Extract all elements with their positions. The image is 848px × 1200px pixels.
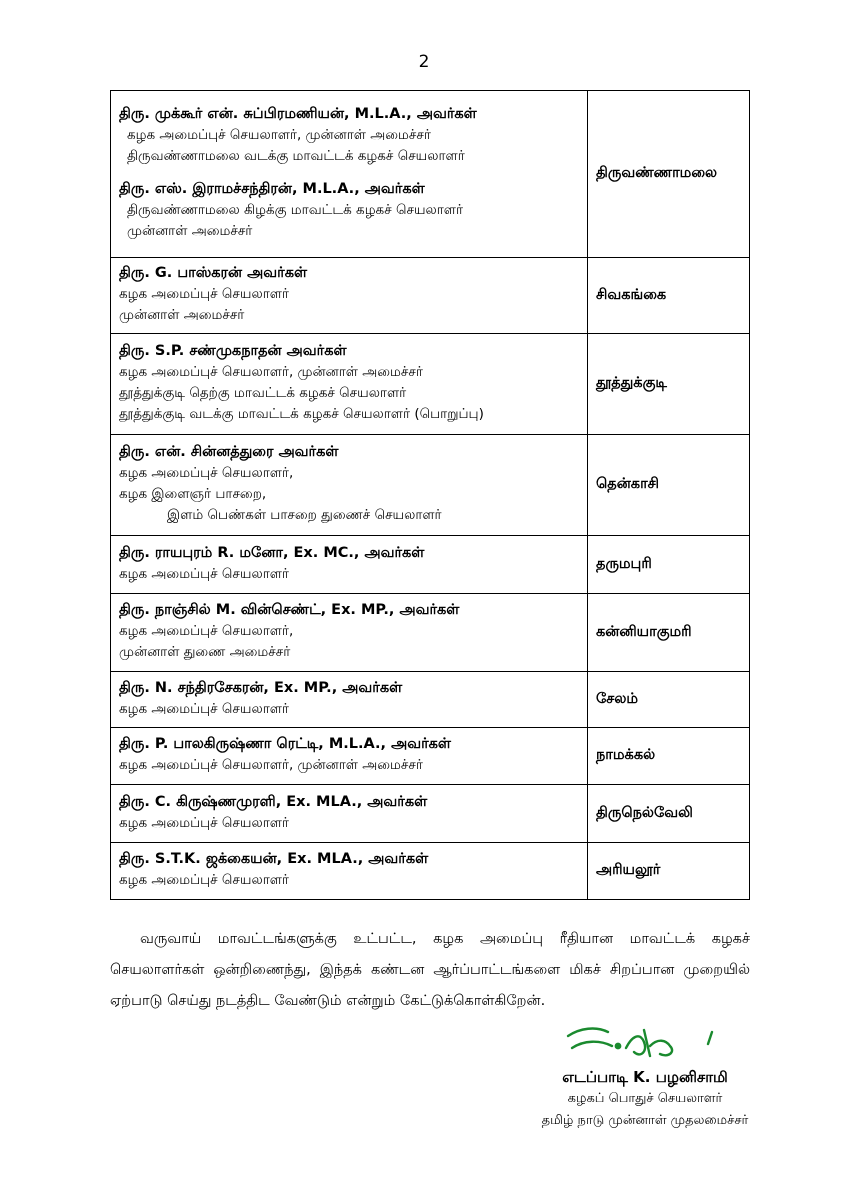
- district-name: திருநெல்வேலி: [588, 785, 750, 843]
- page-number: 2: [418, 52, 430, 72]
- person-name: திரு. என். சின்னத்துரை அவர்கள்: [119, 444, 339, 460]
- person-entry: [119, 104, 581, 167]
- signer-name: எடப்பாடி K. பழனிசாமி: [562, 1068, 728, 1086]
- person-entry: [119, 600, 581, 663]
- table-row: [111, 672, 750, 728]
- person-cell: [111, 672, 588, 728]
- person-name: திரு. S.T.K. ஜக்கையன், Ex. MLA., அவர்கள்: [119, 851, 429, 867]
- district-name: தென்காசி: [588, 435, 750, 536]
- person-entry: [119, 263, 581, 326]
- person-role: கழக அமைப்புச் செயலாளர்: [119, 700, 289, 717]
- person-role: முன்னாள் அமைச்சர்: [119, 307, 245, 323]
- person-entry: [119, 543, 581, 585]
- closing-line: முறையில் ஏற்பாடு செய்து நடத்திட வேண்டும் என்றும் கேட்டுக்கொள்கிறேன்.: [110, 962, 750, 1009]
- person-name: திரு. C. கிருஷ்ணமுரளி, Ex. MLA., அவர்கள்: [119, 793, 428, 810]
- person-role: கழக அமைப்புச் செயலாளர், முன்னாள் அமைச்சர்: [127, 127, 431, 143]
- closing-line: செயலாளர்கள் ஒன்றிணைந்து, இந்தக் கண்டன ஆர்ப்பாட்டங்களை மிகச் சிறப்பான: [110, 962, 675, 978]
- district-name: நாமக்கல்: [588, 728, 750, 785]
- person-cell: [111, 728, 588, 785]
- closing-line: வருவாய் மாவட்டங்களுக்கு உட்பட்ட, கழக அமைப்பு ரீதியான மாவட்டக் கழகச்: [140, 931, 750, 947]
- person-cell: [111, 785, 588, 843]
- person-cell: [111, 258, 588, 334]
- district-name: தருமபுரி: [588, 536, 750, 594]
- person-role: கழக அமைப்புச் செயலாளர்,: [119, 465, 294, 481]
- table-row: [111, 785, 750, 843]
- person-role: கழக அமைப்புச் செயலாளர்: [119, 565, 289, 582]
- table-row: [111, 536, 750, 594]
- signer-title: கழகப் பொதுச் செயலாளர்: [567, 1091, 723, 1106]
- person-role: கழக அமைப்புச் செயலாளர்: [119, 286, 289, 302]
- district-name: சேலம்: [588, 672, 750, 728]
- person-entry: [119, 442, 581, 526]
- person-name: திரு. S.P. சண்முகநாதன் அவர்கள்: [119, 343, 347, 359]
- person-role: கழக அமைப்புச் செயலாளர்,: [119, 623, 294, 639]
- district-assignment-table: [110, 90, 750, 900]
- person-entry: [119, 792, 581, 834]
- person-role: கழக அமைப்புச் செயலாளர்: [119, 814, 289, 831]
- person-name: திரு. எஸ். இராமச்சந்திரன், M.L.A., அவர்கள்: [119, 181, 425, 197]
- table-row: [111, 594, 750, 672]
- person-role: கழக அமைப்புச் செயலாளர், முன்னாள் அமைச்சர்: [119, 757, 423, 773]
- person-cell: [111, 435, 588, 536]
- district-name: திருவண்ணாமலை: [588, 91, 750, 258]
- person-name: திரு. நாஞ்சில் M. வின்செண்ட், Ex. MP., அவர்கள்: [119, 602, 460, 618]
- person-role: முன்னாள் துணை அமைச்சர்: [119, 644, 291, 660]
- person-role: இளம் பெண்கள் பாசறை துணைச் செயலாளர்: [167, 507, 442, 523]
- person-role: கழக இளைஞர் பாசறை,: [119, 486, 267, 502]
- closing-paragraph: [110, 924, 750, 1017]
- person-role: கழக அமைப்புச் செயலாளர்: [119, 872, 289, 888]
- person-cell: [111, 91, 588, 258]
- person-entry: [119, 678, 581, 720]
- person-entry: [119, 849, 581, 891]
- district-name: அரியலூர்: [588, 843, 750, 900]
- signer-title: தமிழ் நாடு முன்னாள் முதலமைச்சர்: [541, 1113, 749, 1128]
- person-cell: [111, 334, 588, 435]
- person-role: தூத்துக்குடி வடக்கு மாவட்டக் கழகச் செயலாளர் (பொறுப்பு): [119, 406, 484, 422]
- district-name: சிவகங்கை: [588, 258, 750, 334]
- person-name: திரு. முக்கூர் என். சுப்பிரமணியன், M.L.A., அவர்கள்: [119, 106, 477, 122]
- person-name: திரு. ராயபுரம் R. மனோ, Ex. MC., அவர்கள்: [119, 544, 425, 561]
- person-cell: [111, 843, 588, 900]
- person-cell: [111, 594, 588, 672]
- person-name: திரு. N. சந்திரசேகரன், Ex. MP., அவர்கள்: [119, 679, 403, 696]
- person-cell: [111, 536, 588, 594]
- table-row: [111, 728, 750, 785]
- person-entry: [119, 341, 581, 425]
- signer-block: [480, 1066, 810, 1132]
- person-name: திரு. P. பாலகிருஷ்ணா ரெட்டி, M.L.A., அவர்கள்: [119, 736, 451, 752]
- table-row: [111, 258, 750, 334]
- person-role: தூத்துக்குடி தெற்கு மாவட்டக் கழகச் செயலாளர்: [119, 385, 407, 401]
- person-role: திருவண்ணாமலை வடக்கு மாவட்டக் கழகச் செயலாளர்: [127, 148, 465, 164]
- table-row: [111, 91, 750, 258]
- person-role: திருவண்ணாமலை கிழக்கு மாவட்டக் கழகச் செயலாளர்: [127, 202, 464, 218]
- person-entry: [119, 179, 581, 242]
- district-name: தூத்துக்குடி: [588, 334, 750, 435]
- table-row: [111, 435, 750, 536]
- person-entry: [119, 734, 581, 776]
- table-row: [111, 843, 750, 900]
- table-row: [111, 334, 750, 435]
- district-name: கன்னியாகுமரி: [588, 594, 750, 672]
- person-role: கழக அமைப்புச் செயலாளர், முன்னாள் அமைச்சர்: [119, 364, 423, 380]
- person-role: முன்னாள் அமைச்சர்: [127, 223, 253, 239]
- person-name: திரு. G. பாஸ்கரன் அவர்கள்: [119, 265, 308, 281]
